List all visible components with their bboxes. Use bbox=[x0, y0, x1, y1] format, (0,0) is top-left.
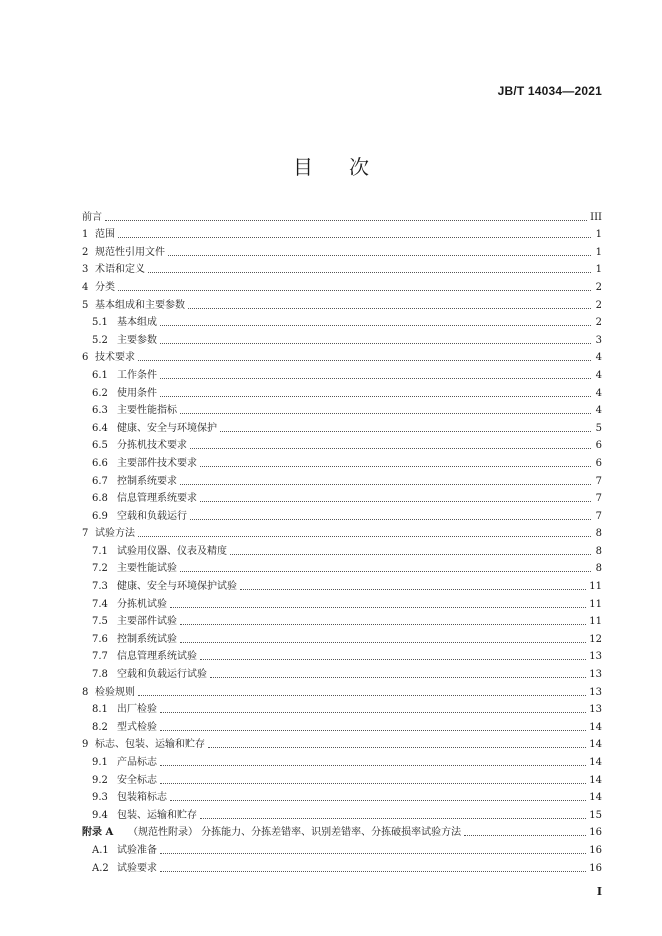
toc-entry-page: 8 bbox=[595, 545, 602, 557]
toc-entry-page: 5 bbox=[595, 422, 602, 434]
toc-entry-label: 分拣机试验 bbox=[117, 598, 167, 610]
toc-entry-number: 7.8 bbox=[92, 669, 108, 681]
page-number: I bbox=[596, 885, 602, 898]
toc-entry[interactable]: 附录 A （规范性附录） 分拣能力、分拣差错率、识别差错率、分拣破损率试验方法 16 bbox=[82, 827, 602, 839]
toc-entry-label: 主要部件技术要求 bbox=[117, 457, 197, 469]
dot-leader bbox=[180, 484, 591, 485]
toc-entry-page: 16 bbox=[589, 827, 602, 839]
toc-entry-number: 8.2 bbox=[92, 721, 108, 733]
toc-entry-page: 13 bbox=[589, 651, 602, 663]
toc-entry[interactable] bbox=[82, 311, 602, 329]
toc-entry-page: 13 bbox=[589, 704, 602, 716]
dot-leader bbox=[180, 571, 591, 572]
toc-entry-number: 6.2 bbox=[92, 387, 108, 399]
toc-entry[interactable] bbox=[82, 733, 602, 751]
toc-entry-number: 2 bbox=[82, 246, 89, 258]
toc-entry-number: A.2 bbox=[92, 862, 109, 874]
toc-entry-page: 7 bbox=[595, 510, 602, 522]
toc-entry[interactable] bbox=[82, 258, 602, 276]
toc-entry-page: 11 bbox=[589, 616, 602, 628]
toc-entry-page: 1 bbox=[595, 246, 602, 258]
toc-entry-label: 控制系统要求 bbox=[117, 475, 177, 487]
toc-entry[interactable] bbox=[82, 363, 602, 381]
toc-entry-label: 信息管理系统要求 bbox=[117, 493, 197, 505]
toc-entry-label: 主要性能试验 bbox=[117, 563, 177, 575]
toc-entry-page: 13 bbox=[589, 686, 602, 698]
toc-entry-number: 4 bbox=[82, 281, 89, 293]
toc-entry[interactable] bbox=[82, 399, 602, 417]
dot-leader bbox=[190, 519, 591, 520]
toc-entry-page: 14 bbox=[589, 792, 602, 804]
toc-entry[interactable] bbox=[82, 662, 602, 680]
toc-entry[interactable] bbox=[82, 205, 602, 223]
toc-entry[interactable] bbox=[82, 645, 602, 663]
toc-entry-label: 分类 bbox=[95, 281, 115, 293]
toc-entry[interactable] bbox=[82, 293, 602, 311]
toc-entry-number: 7.4 bbox=[92, 598, 108, 610]
toc-entry-number: 9.2 bbox=[92, 774, 108, 786]
toc-entry-page: 4 bbox=[595, 387, 602, 399]
toc-entry-label: 分拣机技术要求 bbox=[117, 440, 187, 452]
toc-entry-label: 空载和负载运行 bbox=[117, 510, 187, 522]
dot-leader bbox=[200, 466, 591, 467]
standard-code: JB/T 14034—2021 bbox=[497, 84, 602, 98]
toc-entry-page: 2 bbox=[595, 317, 602, 329]
toc-entry-page: 16 bbox=[589, 862, 602, 874]
toc-entry[interactable] bbox=[82, 592, 602, 610]
dot-leader bbox=[200, 501, 591, 502]
toc-entry-label: 试验准备 bbox=[117, 844, 157, 856]
toc-entry-label: 出厂检验 bbox=[117, 704, 157, 716]
toc-entry[interactable] bbox=[82, 698, 602, 716]
toc-entry[interactable] bbox=[82, 856, 602, 874]
toc-entry[interactable] bbox=[82, 416, 602, 434]
toc-entry-page: 7 bbox=[595, 475, 602, 487]
toc-entry[interactable] bbox=[82, 504, 602, 522]
toc-entry-page: 11 bbox=[589, 581, 602, 593]
toc-entry[interactable] bbox=[82, 539, 602, 557]
dot-leader bbox=[210, 677, 586, 678]
toc-entry[interactable] bbox=[82, 715, 602, 733]
dot-leader bbox=[180, 413, 591, 414]
toc-entry-label: 术语和定义 bbox=[95, 264, 145, 276]
dot-leader bbox=[160, 378, 591, 379]
toc-entry-page: 12 bbox=[589, 633, 602, 645]
dot-leader bbox=[160, 783, 586, 784]
toc-entry-page: 4 bbox=[595, 405, 602, 417]
toc-entry-number: 7.7 bbox=[92, 651, 108, 663]
toc-entry-number: 6.6 bbox=[92, 457, 108, 469]
toc-entry-page: 3 bbox=[595, 334, 602, 346]
toc-entry[interactable] bbox=[82, 750, 602, 768]
dot-leader bbox=[160, 730, 586, 731]
dot-leader bbox=[160, 343, 591, 344]
toc-entry-label: 包装、运输和贮存 bbox=[117, 809, 197, 821]
dot-leader bbox=[160, 871, 586, 872]
dot-leader bbox=[118, 237, 591, 238]
toc-entry[interactable] bbox=[82, 240, 602, 258]
toc-entry-page: 4 bbox=[595, 369, 602, 381]
toc-entry[interactable] bbox=[82, 275, 602, 293]
dot-leader bbox=[464, 835, 586, 836]
toc-entry-number: 6.8 bbox=[92, 493, 108, 505]
toc-entry[interactable] bbox=[82, 451, 602, 469]
dot-leader bbox=[180, 624, 586, 625]
dot-leader bbox=[200, 818, 586, 819]
toc-entry-number: 8.1 bbox=[92, 704, 108, 716]
toc-entry-label: 健康、安全与环境保护试验 bbox=[117, 581, 237, 593]
dot-leader bbox=[170, 800, 586, 801]
toc-entry-page: 11 bbox=[589, 598, 602, 610]
toc-entry-number: 7 bbox=[82, 528, 89, 540]
toc-entry-number: 9.3 bbox=[92, 792, 108, 804]
toc-entry-label: 标志、包装、运输和贮存 bbox=[95, 739, 205, 751]
toc-entry-number: 7.6 bbox=[92, 633, 108, 645]
dot-leader bbox=[160, 325, 591, 326]
dot-leader bbox=[190, 448, 591, 449]
toc-entry-number: 6.1 bbox=[92, 369, 108, 381]
toc-entry-number: 9.4 bbox=[92, 809, 108, 821]
dot-leader bbox=[138, 695, 586, 696]
toc-entry-label: 基本组成 bbox=[117, 317, 157, 329]
toc-entry-number: 6 bbox=[82, 352, 89, 364]
dot-leader bbox=[105, 220, 587, 221]
dot-leader bbox=[170, 607, 586, 608]
toc-entry-label: 技术要求 bbox=[95, 352, 135, 364]
toc-entry-page: 6 bbox=[595, 457, 602, 469]
toc-entry-number: 5.2 bbox=[92, 334, 108, 346]
toc-entry-label: 规范性引用文件 bbox=[95, 246, 165, 258]
toc-entry-page: 14 bbox=[589, 721, 602, 733]
toc-entry[interactable] bbox=[82, 381, 602, 399]
toc-entry-page: 13 bbox=[589, 669, 602, 681]
dot-leader bbox=[208, 747, 586, 748]
toc-entry-label: 试验用仪器、仪表及精度 bbox=[117, 545, 227, 557]
dot-leader bbox=[138, 360, 591, 361]
toc-entry[interactable] bbox=[82, 838, 602, 856]
dot-leader bbox=[138, 536, 591, 537]
toc-entry-label: 主要性能指标 bbox=[117, 405, 177, 417]
toc-entry-label: 前言 bbox=[82, 211, 102, 223]
toc-entry-label: 信息管理系统试验 bbox=[117, 651, 197, 663]
toc-entry-number: 6.5 bbox=[92, 440, 108, 452]
toc-entry-page: 2 bbox=[595, 281, 602, 293]
toc-entry-label: 试验要求 bbox=[117, 862, 157, 874]
toc-entry-label: 空载和负载运行试验 bbox=[117, 669, 207, 681]
toc-entry-number: 3 bbox=[82, 264, 89, 276]
dot-leader bbox=[160, 396, 591, 397]
toc-entry[interactable] bbox=[82, 786, 602, 804]
toc-entry-page: 15 bbox=[589, 809, 602, 821]
toc-entry-number: 6.3 bbox=[92, 405, 108, 417]
toc-entry[interactable] bbox=[82, 627, 602, 645]
toc-entry[interactable] bbox=[82, 434, 602, 452]
toc-entry-label: 健康、安全与环境保护 bbox=[117, 422, 217, 434]
toc-entry-number: 7.2 bbox=[92, 563, 108, 575]
toc-entry-label: 包装箱标志 bbox=[117, 792, 167, 804]
toc-entry-page: 1 bbox=[595, 264, 602, 276]
toc-entry-label: 工作条件 bbox=[117, 369, 157, 381]
toc-entry-label: 控制系统试验 bbox=[117, 633, 177, 645]
dot-leader bbox=[220, 431, 591, 432]
dot-leader bbox=[168, 255, 591, 256]
toc-entry[interactable] bbox=[82, 328, 602, 346]
toc-entry-label: 安全标志 bbox=[117, 774, 157, 786]
toc-entry-number: 7.3 bbox=[92, 581, 108, 593]
toc-entry[interactable] bbox=[82, 487, 602, 505]
toc-entry-number: 6.9 bbox=[92, 510, 108, 522]
toc-entry-number: 6.7 bbox=[92, 475, 108, 487]
toc-entry-page: 4 bbox=[595, 352, 602, 364]
toc-entry[interactable] bbox=[82, 522, 602, 540]
toc-entry-label: （规范性附录） 分拣能力、分拣差错率、识别差错率、分拣破损率试验方法 bbox=[128, 827, 462, 839]
toc-entry-number: 1 bbox=[82, 229, 89, 241]
toc-entry-page: 14 bbox=[589, 757, 602, 768]
toc-entry-number: 7.1 bbox=[92, 545, 108, 557]
toc-entry-label: 试验方法 bbox=[95, 528, 135, 540]
toc-entry-page: 8 bbox=[595, 528, 602, 540]
toc-entry-page: 16 bbox=[589, 844, 602, 856]
toc-entry-number: 5.1 bbox=[92, 317, 108, 329]
toc-entry-label: 基本组成和主要参数 bbox=[95, 299, 185, 311]
toc-entry-page: 8 bbox=[595, 563, 602, 575]
toc-entry-label: 范围 bbox=[95, 229, 115, 241]
dot-leader bbox=[180, 642, 586, 643]
toc-entry-label: 产品标志 bbox=[117, 757, 157, 768]
toc-title: 目次 bbox=[293, 155, 405, 179]
toc-entry-label: 型式检验 bbox=[117, 721, 157, 733]
toc-entry[interactable] bbox=[82, 469, 602, 487]
toc-entry[interactable] bbox=[82, 557, 602, 575]
dot-leader bbox=[148, 272, 591, 273]
dot-leader bbox=[118, 290, 591, 291]
toc-entry-number: 5 bbox=[82, 299, 89, 311]
toc-entry-page: 7 bbox=[595, 493, 602, 505]
toc-entry-number: 6.4 bbox=[92, 422, 108, 434]
toc-entry[interactable] bbox=[82, 768, 602, 786]
toc-entry-label: 主要参数 bbox=[117, 334, 157, 346]
toc-entry-page: III bbox=[590, 211, 602, 223]
toc-entry-page: 6 bbox=[595, 440, 602, 452]
dot-leader bbox=[160, 712, 586, 713]
toc-entry-label: 主要部件试验 bbox=[117, 616, 177, 628]
toc-entry-label: 检验规则 bbox=[95, 686, 135, 698]
toc-entry-number: 8 bbox=[82, 686, 89, 698]
toc-entry-number: A.1 bbox=[92, 844, 109, 856]
toc-entry-page: 2 bbox=[595, 299, 602, 311]
toc-entry[interactable] bbox=[82, 610, 602, 628]
toc-entry[interactable] bbox=[82, 574, 602, 592]
dot-leader bbox=[230, 554, 591, 555]
table-of-contents bbox=[82, 205, 602, 874]
toc-entry-number: 9 bbox=[82, 739, 89, 751]
dot-leader bbox=[200, 659, 586, 660]
dot-leader bbox=[160, 765, 586, 766]
toc-entry-page: 1 bbox=[595, 229, 602, 241]
toc-entry[interactable] bbox=[82, 346, 602, 364]
dot-leader bbox=[240, 589, 586, 590]
dot-leader bbox=[160, 853, 586, 854]
toc-entry-number: 9.1 bbox=[92, 757, 108, 768]
toc-entry[interactable] bbox=[82, 680, 602, 698]
toc-entry-label: 使用条件 bbox=[117, 387, 157, 399]
toc-entry[interactable] bbox=[82, 223, 602, 241]
toc-entry-page: 14 bbox=[589, 739, 602, 751]
toc-entry-page: 14 bbox=[589, 774, 602, 786]
dot-leader bbox=[188, 308, 591, 309]
toc-entry[interactable] bbox=[82, 803, 602, 821]
toc-entry-number: 7.5 bbox=[92, 616, 108, 628]
